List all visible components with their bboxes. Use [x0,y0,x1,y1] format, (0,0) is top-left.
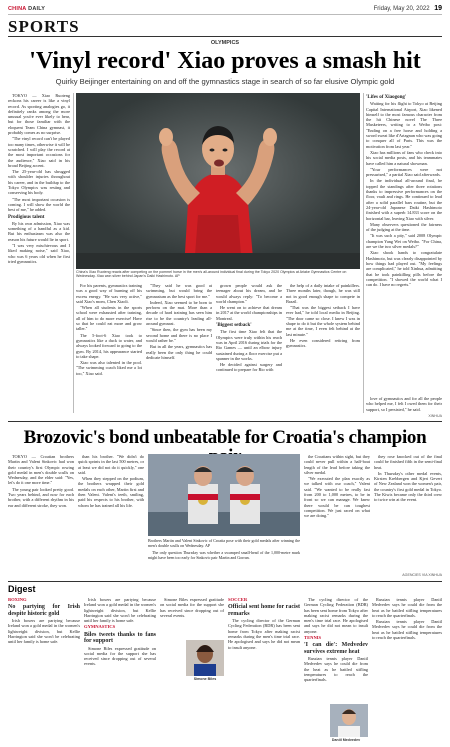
story2-column-6 [374,454,442,566]
column-divider [73,93,74,413]
paragraph: The young pair looked pretty good. Two years behind, and now for each brother, with a different rhythm in his ear and different stroke, they won. [8,486,74,508]
paragraph: "We executed the plan exactly as we talked with our coach," Valent said. "We wanted to be really fast from 200 to 1,000 metres, to be in front so we can manage. We knew there would be can toughest competition. We just raced on what we are doing." [304,476,370,519]
story1-column-1 [8,93,70,420]
digest-tag: GYMNASTICS [84,624,116,630]
paragraph: Russian tennis player Daniil Medvedev says he could die from the heat as he battled stifling temperatures to reach the quarterfinals. [372,597,442,618]
section-rule [8,36,442,37]
story1-sidebar-column [366,93,442,395]
paragraph: grown people would ask the teenager about his dream, and he would always reply: "To become a world champion." [216,283,282,304]
paragraph: The 5-foot-6 Xiao took to gymnastics like a duck to water, and always looked forward to going to the gym. By 2014, his appearance started to take shape. [76,332,142,359]
digest-tag: TENNIS [304,635,322,641]
story1-deck: Quirky Beijinger entertaining on and off the gymnastics stage in search of so far elusive Olympic gold [55,77,395,86]
paragraph: The cycling director of the German Cycling Federation (BDR) has been sent home from Tokyo after making racist remarks during the men's time trial race. He apologised and says he did not mean to insult anyone. [304,597,368,634]
story1-column-2 [76,283,142,413]
section-title: SPORTS [8,17,80,36]
paragraph: Irish boxers are partying because Ireland won a gold medal in the women's lightweight division, but Kellie Harrington said she won't be celebrating until her family is home safe. [84,597,156,624]
biles-photo-caption: Simone Biles [193,677,217,681]
paragraph: Xiao shook hands to congratulate Hashimoto, but was clearly disappointed by how things had played out. "My feelings are complicated," he told Xinhua, admitting that he took painkilling pills before the competition. "I showed the world what I can do. I have no regrets." [366,250,442,288]
digest-tag: BOXING [8,597,27,602]
paragraph: Simone Biles expressed gratitude on social media for the support she has received since dropping out of several events. [84,645,156,667]
paragraph: He decided against surgery and continued to prepare for Rio with [216,362,282,373]
paragraph: "The vinyl record can't be played too many times, otherwise it will be scratched. I will play the record at the most important occasions for the audience," Xiao said in his broad Beijing accent. [8,136,70,168]
digest-headline: 'I can die': Medvedev survives extreme heat [304,642,368,655]
paragraph: Many observers questioned the fairness of the judging at the time. [366,221,442,233]
digest-title: Digest [8,584,36,594]
paragraph: "It was such a pity," said 2008 Olympic champion Yang Wei on Weibo. "For China, are we the two silver medals?" [366,233,442,250]
dateline: Friday, May 20, 2022 [373,6,430,12]
medvedev-photo-caption: Daniil Medvedev [331,738,361,742]
paragraph: "The most important occasion is coming. I will show the world the best of me," he added. [8,196,70,213]
paragraph: He even considered retiring from gymnastics. [286,337,360,349]
paragraph: than his brother. "We didn't do quick sprints in the last 500 metres, or at least we did not do it quickly," one said. [78,454,144,475]
story1-headline: 'Vinyl record' Xiao proves a smash hit [29,48,421,74]
paragraph: the Croatians within sight, but they could never pull within a half-boat length of the lead before taking the silver medal. [304,454,370,475]
gymnast-photo-illustration [76,93,360,269]
paragraph: Waiting for his flight to Tokyo at Beijing Capital International Airport, Xiao likened himself to the most famous character from the hit Chinese novel The Three Musketeers, writing to a Weibo post: "Ending on a free horse and holding a sword sweat like d'Artagnan who was going to conquer all of Paris. This was the motivation from last year." [366,101,442,149]
story2-headline: Brozovic's bond unbeatable for Croatia's champion [23,427,427,448]
paragraph: the help of a daily intake of painkillers. Three months later, though, he was still not in good enough shape to compete in Brazil. [286,283,360,304]
paragraph: Russian tennis player Daniil Medvedev says he could die from the heat as he battled stifling temperatures to reach the quarterfinals. [304,656,368,683]
paragraph: TOKYO — Xiao Ruoteng reckons his career is like a vinyl record. As sporting analogies go, it definitely ranks among the more unusual you're ever likely to hear, but for those familiar with the eloquent Team China gymnast, it probably comes as no surprise. [8,93,70,136]
rowers-photo-illustration [148,454,300,536]
story1-column-5 [286,283,360,413]
digest-headline: Biles tweets thanks to fans for support [84,631,156,645]
paragraph: The only question Thursday was whether a swamped small-head of the 1,000-metre mark might have been too early for Sinkovic pair Martin and Gorran. [148,549,300,560]
digest-headline: No partying for Irish despite historic gold [8,604,80,617]
newspaper-logo: CHINA DAILY [8,5,46,12]
digest-column-2 [84,597,156,743]
paragraph: "They said he was good at swimming, but would bring the gymnasium as the best sport for me." [146,283,212,299]
story-separator [8,421,442,422]
paragraph: The 25-year-old has shrugged with shoulder injuries throughout his career, and in the buildup to the Tokyo Olympics was resting and conserving his body. [8,169,70,196]
paragraph: love of gymnastics and for all the people who helped me, I felt I owed them for their support, so I persisted," he said. [366,396,442,412]
paragraph: The first time Xiao felt that the Olympics were truly within his reach was in April 2016 during trials for the Rio Games — until an elbow injury sustained during a floor exercise put a spanner in the works. [216,329,282,361]
photo-caption: Brothers Martin and Valent Sinkovic of Croatia pose with their gold medals after winning the men's double sculls on Wednesday. AP [148,538,300,549]
story1-column-3 [146,283,212,413]
paragraph: In the individual all-around final, he topped the standings after three rotations thanks to impressive performances on the floor, vault and rings. He continued to lead after a solid parallel bars routine, but the 24-year-old Japanese Daiki Hashimoto finished with a superb 14.833 score on the horizontal bar, leaving Xiao with silver. [366,178,442,221]
sidebar-subheading: 'Lifes of Xiaogong' [366,95,407,100]
story1-column-4 [216,283,282,413]
paragraph: He went on to achieve that dream in 2017 at the world championships in Montreal. [216,305,282,321]
column-divider [363,93,364,413]
story1-column-6 [366,396,442,413]
story2-byline: AGENCIES VIA XINHUA [402,573,442,577]
paragraph: In Thursday's other medal events, Kirsten Krebbergen and Kjeri Gevert of New Zealand won the women's pair, the country's first gold medal in Tokyo. The Kiwis became only the third crew to twice win at the event. [374,470,442,503]
paragraph: "When all students in the sports school were exhausted after training, all of him to do more exercise! Have so that he could eat more and grow taller." [76,305,142,332]
paragraph: When they stepped on the podium, the brothers wrapped their gold medals on each other, Martin first and then Valent. Valent's teeth, smiling, paid his respects to his brother, with whom he has trained all his life. [78,476,144,508]
paragraph: For his parents, gymnastics training was a good way of burning off his excess energy. "He was very active," said Xiao's mom, Chen Xiaoli. [76,283,142,304]
subheading: 'Biggest setback' [216,323,252,329]
paragraph: By his own admission, Xiao was something of a handful as a kid. But his enthusiasm was also the reason his future would lie in sport. [8,220,70,242]
digest-headline: Official sent home for racist remarks [228,604,300,617]
paragraph: But in all the years, gymnastics has really been the only thing he could dedicate himself. [146,344,212,360]
story2-photo [148,454,300,536]
paragraph: The cycling director of the German Cycling Federation (BDR) has been sent home from Tokyo after making racist remarks during the men's time trial race. He apologised and says he did not mean to insult anyone. [228,618,300,650]
paragraph: Russian tennis player Daniil Medvedev says he could die from the heat as he battled stifling temperatures to reach the quarterfinals. [372,619,442,641]
story1-byline: XINHUA [428,414,442,418]
medvedev-photo [330,704,368,737]
paragraph: "Your performances were not pressurised," a partial Xiao said afterwards. [366,166,442,178]
story2-column-2 [78,454,144,572]
digest-column-6 [372,597,442,743]
page-meta [374,5,442,12]
paragraph: TOKYO — Croatian brothers Martin and Valent Sinkovic had won their country's first Olympic rowing gold medal in men's double sculls on Wednesday, and the elder said: "Yes, let's do it one more time." [8,454,74,486]
page-number: 19 [434,5,442,12]
paragraph: they rose knocked out of the final could be finished fifth in the semi-final heat. [374,454,442,470]
paragraph: Indeed, Xiao seemed to be born to perform on the mat. More than a decade of hard training has seen him rise to be the country's leading all-around gymnast. [146,299,212,327]
story2-photo-caption-block [148,538,300,572]
story1-kicker: OLYMPICS [210,40,240,46]
medvedev-portrait-illustration [330,704,368,737]
paragraph: "I was very mischievous and I liked making noise," said Xiao, who was 6 years old when he first tried gymnastics. [8,243,70,264]
biles-photo [186,640,224,676]
story2-column-5 [304,454,370,572]
digest-rule [8,581,442,582]
paragraph: "That was the biggest setback I have ever had," he told local media in Beijing. "The door came so close. I knew I was in shape to do it but the whole system behind me at the time, I even felt behind at the last minute." [286,305,360,337]
page-header [8,3,442,15]
paragraph: "Since then, the gym has been my second home and there is no place I would rather be." [146,327,212,343]
story2-column-1 [8,454,74,572]
digest-column-1 [8,597,80,743]
paragraph: Irish boxers are partying because Ireland won a gold medal in the women's lightweight division, but Kellie Harrington said she won't be celebrating until her family is home safe. [8,618,80,645]
paragraph: Xiao was also talented in the pool. "The swimming coach liked me a lot too," Xiao said. [76,360,142,376]
story1-photo [76,93,360,269]
digest-tag: SOCCER [228,597,248,602]
paragraph: Simone Biles expressed gratitude on social media for the support she has received since dropping out of several events. [160,597,224,618]
paragraph: Xiao has millions of fans who check into his social media posts, and his teammates have called him a natural showman. [366,149,442,166]
story1-photo-caption: China's Xiao Ruoteng reacts after competing on the pommel horse in the men's all-around individual final during the Tokyo 2020 Olympics at Ariake Gymnastics Centre on Wednesday. Xiao won silver behind Japan's Daiki Hashimoto. AP [76,270,347,279]
biles-portrait-illustration [186,640,224,676]
subheading: Prodigious talent [8,214,45,220]
digest-column-4 [228,597,300,743]
